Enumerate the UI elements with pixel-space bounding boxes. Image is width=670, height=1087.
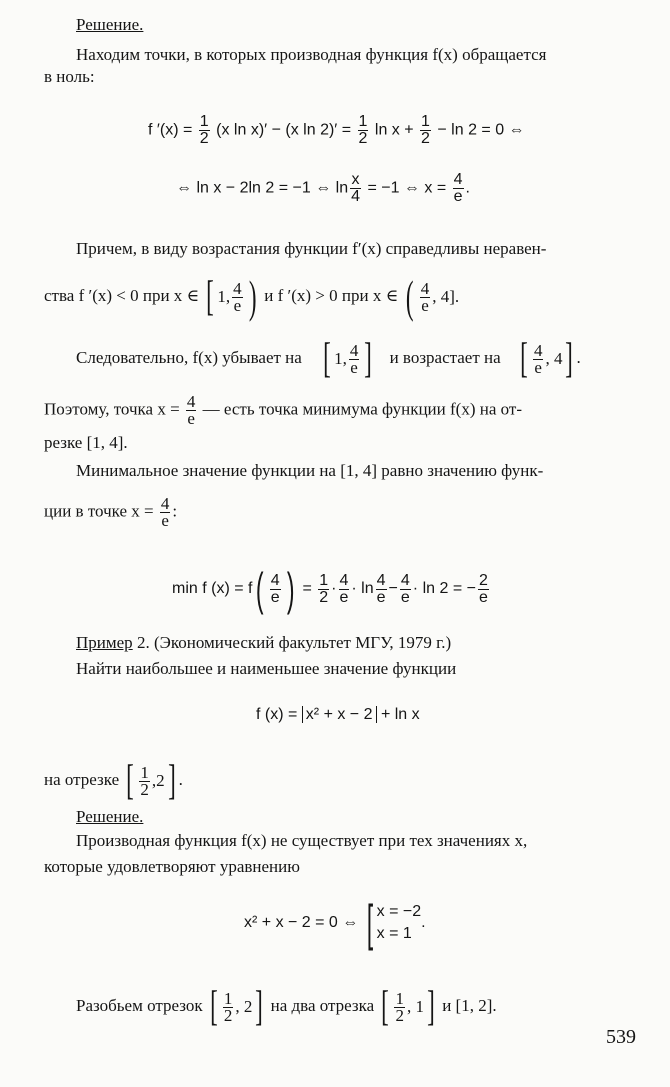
text-part: , 2 (235, 997, 253, 1016)
fraction-numerator: 4 (349, 340, 359, 360)
solution-text-line: Находим точки, в которых производная функция f(x) обращается (76, 45, 547, 64)
point-line (44, 496, 177, 529)
interval (203, 271, 260, 322)
solution-text-line: Производная функция f(x) не существует при тех значениях x, (76, 831, 528, 850)
quadratic-system (244, 895, 426, 951)
bracket: ] (565, 336, 574, 382)
inequality-line (44, 271, 460, 322)
fraction (420, 278, 431, 315)
fraction-numerator: 4 (376, 571, 386, 589)
fraction (453, 172, 464, 205)
function-definition (256, 704, 420, 726)
fraction-denominator: 4 (351, 188, 360, 205)
fraction-denominator: 2 (421, 130, 430, 147)
fraction (478, 573, 489, 606)
paragraph-line: Причем, в виду возрастания функции f′(x) справедливы неравен- (76, 239, 547, 258)
interval (207, 986, 267, 1028)
paragraph-line: Минимальное значение функции на [1, 4] равно значению функ- (76, 461, 544, 480)
fraction-denominator: e (339, 588, 349, 606)
fraction (318, 573, 329, 606)
fraction (223, 988, 234, 1025)
text-part: 1, (334, 349, 347, 368)
text-part: — есть точка минимума функции f(x) на от- (202, 399, 522, 419)
solution-text-line: которые удовлетворяют уравнению (44, 857, 300, 876)
text-part: на отрезке (44, 769, 120, 789)
fraction-numerator: 1 (395, 988, 404, 1008)
fraction (358, 114, 369, 147)
fraction (270, 573, 281, 606)
fraction (199, 114, 210, 147)
example-heading (76, 632, 451, 654)
fraction-denominator: e (421, 295, 429, 315)
fraction-numerator: 4 (400, 571, 410, 589)
eq-part: min f (x) = f (172, 580, 253, 598)
fraction-numerator: 4 (533, 340, 543, 360)
bracket: ] (427, 984, 435, 1030)
eq-part: + ln x (380, 706, 420, 723)
minimum-point-line (44, 394, 522, 427)
fraction-numerator: 1 (223, 988, 233, 1008)
absolute-value: x² + x − 2 (302, 706, 377, 723)
fraction-numerator: 2 (478, 571, 488, 589)
eq-part: − ln 2 = 0 ⇔ (437, 121, 525, 139)
fraction-numerator: 4 (339, 571, 349, 589)
derivative-equation (148, 114, 525, 147)
fraction (420, 114, 431, 147)
root-set (363, 895, 422, 951)
eq-part: (x ln x)′ − (x ln 2)′ = (216, 121, 352, 139)
fraction-numerator: 4 (270, 571, 280, 589)
eq-part: . (421, 914, 426, 932)
fraction (350, 172, 361, 205)
fraction-denominator: e (478, 588, 488, 606)
eq-part: = −1 ⇔ x = (367, 179, 447, 197)
solution-heading: Решение. (76, 807, 144, 826)
text-part: , 1 (406, 997, 424, 1016)
fraction (376, 573, 387, 606)
fraction-denominator: e (400, 588, 410, 606)
example-source: 2. (Экономический факультет МГУ, 1979 г.) (132, 633, 452, 652)
task-statement: Найти наибольшее и наименьшее значение функции (76, 659, 457, 678)
fraction (186, 394, 197, 427)
fraction (160, 496, 171, 529)
bracket: [ (366, 895, 373, 951)
fraction-numerator: 1 (140, 762, 149, 782)
fraction-denominator: e (161, 511, 169, 530)
paren-group (252, 563, 298, 615)
interval (123, 760, 178, 802)
text-part: и f ′(x) > 0 при x ∈ (264, 285, 399, 305)
fraction (232, 278, 243, 315)
eq-part: = (302, 580, 312, 598)
bracket: ( (406, 271, 414, 322)
text-part: ства f ′(x) < 0 при x ∈ (44, 285, 200, 305)
bracket: ] (364, 336, 373, 382)
fraction-numerator: 4 (453, 171, 463, 188)
fraction-numerator: 4 (420, 278, 430, 298)
split-segment-line (76, 986, 497, 1028)
text-part: : (172, 501, 178, 521)
fraction-numerator: 4 (233, 278, 242, 298)
bracket: [ (206, 274, 215, 320)
fraction-denominator: e (453, 188, 463, 205)
fraction-numerator: 4 (160, 494, 170, 513)
text-part: Поэтому, точка x = (44, 399, 180, 419)
fraction-denominator: e (534, 357, 542, 377)
text-part: ции в точке x = (44, 501, 154, 521)
text-part: , 4]. (432, 287, 460, 306)
eq-part: ⇔ ln x − 2ln 2 = −1 ⇔ ln (176, 179, 349, 197)
root: x = −2 (376, 903, 422, 920)
minimum-value-equation (172, 563, 491, 615)
fraction-denominator: 2 (140, 779, 149, 799)
eq-part: f ′(x) = (148, 121, 193, 139)
fraction (533, 340, 544, 377)
fraction (349, 340, 360, 377)
solution-heading: Решение. (76, 15, 144, 34)
fraction-denominator: e (233, 295, 242, 315)
bracket: [ (126, 758, 135, 804)
text-part: и [1, 2]. (442, 995, 497, 1015)
segment-line (44, 760, 183, 802)
eq-part: x² + x − 2 = 0 ⇔ (244, 914, 359, 932)
text-part: Следовательно, f(x) убывает на (76, 347, 302, 367)
text-part: , 4 (545, 349, 563, 368)
monotonicity-line (76, 338, 581, 380)
solution-text-line: в ноль: (44, 67, 95, 86)
bracket: ) (286, 563, 295, 615)
interval (517, 338, 577, 380)
fraction-numerator: 1 (358, 113, 368, 130)
paragraph-line: резке [1, 4]. (44, 433, 128, 452)
fraction-denominator: e (350, 357, 358, 377)
interval (320, 338, 375, 380)
fraction-denominator: 2 (223, 1005, 233, 1025)
fraction-numerator: x (351, 171, 360, 188)
text-part: 1, (217, 287, 231, 306)
interval (402, 271, 460, 322)
fraction-denominator: 2 (199, 130, 209, 147)
fraction-numerator: 1 (421, 113, 430, 130)
fraction-denominator: e (270, 588, 280, 606)
eq-part: ln x + (374, 121, 414, 139)
root: x = 1 (376, 925, 412, 942)
fraction-denominator: 2 (319, 588, 329, 606)
text-part: и возрастает на (389, 347, 501, 367)
roots (377, 901, 421, 945)
eq-part: · ln 2 = − (412, 580, 476, 598)
text-part: ,2 (151, 771, 165, 790)
text-part: . (178, 769, 183, 789)
eq-part: f (x) = (256, 706, 298, 723)
fraction-denominator: e (187, 409, 195, 428)
fraction-denominator: e (376, 588, 386, 606)
text-part: . (576, 347, 581, 367)
log-equation (176, 172, 470, 205)
page-number: 539 (606, 1026, 636, 1048)
example-label: Пример (76, 633, 133, 652)
fraction (400, 573, 411, 606)
fraction (394, 988, 405, 1025)
eq-part: . (465, 179, 470, 197)
bracket: [ (520, 336, 528, 382)
bracket: [ (323, 336, 331, 382)
eq-part: · ln (351, 580, 374, 598)
eq-part: · (331, 580, 337, 598)
bracket: ) (248, 271, 257, 322)
eq-part: − (388, 580, 398, 598)
bracket: [ (210, 984, 218, 1030)
fraction-denominator: 2 (358, 130, 368, 147)
bracket: ] (255, 984, 264, 1030)
bracket: [ (381, 984, 390, 1030)
interval (378, 986, 438, 1028)
fraction-numerator: 4 (186, 392, 196, 411)
bracket: ( (256, 563, 264, 615)
fraction-numerator: 1 (319, 571, 329, 589)
text-part: на два отрезка (270, 995, 375, 1015)
fraction (339, 573, 350, 606)
bracket: ] (167, 758, 176, 804)
fraction (139, 762, 150, 799)
fraction-denominator: 2 (395, 1005, 404, 1025)
text-part: Разобьем отрезок (76, 995, 203, 1015)
fraction-numerator: 1 (199, 113, 209, 130)
